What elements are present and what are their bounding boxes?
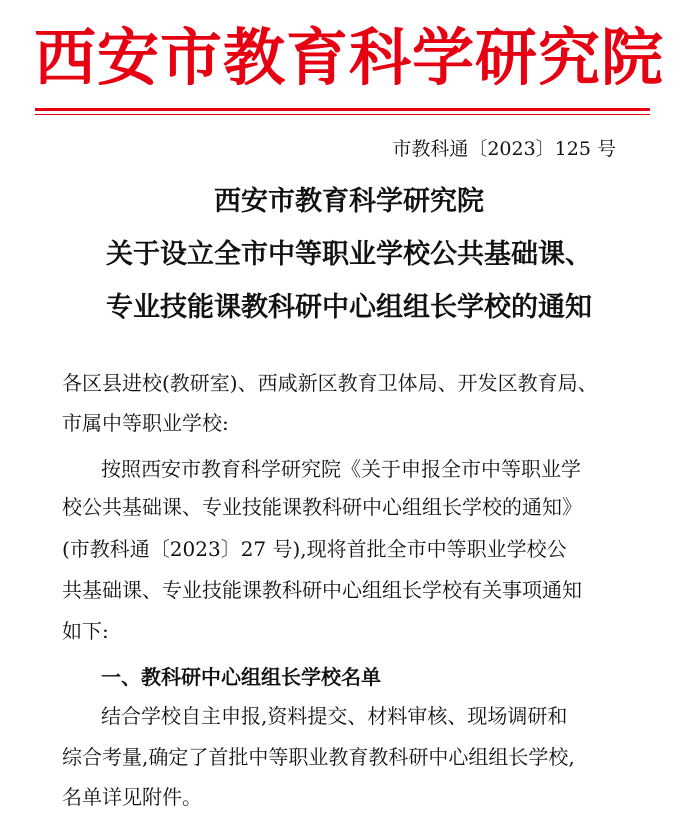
organization-header: 西安市教育科学研究院 [33, 21, 664, 94]
document-number: 市教科通〔2023〕125 号 [392, 138, 616, 160]
header-red-rule-thick [35, 108, 650, 111]
paragraph-1-line-2: 校公共基础课、专业技能课教科研中心组组长学校的通知》 [62, 495, 582, 519]
paragraph-1-line-1: 按照西安市教育科学研究院《关于申报全市中等职业学 [101, 457, 581, 481]
recipients-line-1: 各区县进校(教研室)、西咸新区教育卫体局、开发区教育局、 [62, 371, 598, 395]
paragraph-2-line-2: 综合考量,确定了首批中等职业教育教科研中心组组长学校, [62, 745, 575, 769]
paragraph-2-line-3: 名单详见附件。 [62, 785, 202, 809]
section-1-heading: 一、教科研中心组组长学校名单 [101, 665, 381, 689]
paragraph-1-line-5: 如下: [62, 619, 109, 643]
title-line-1: 西安市教育科学研究院 [214, 186, 484, 217]
paragraph-1-line-3: (市教科通〔2023〕27 号),现将首批全市中等职业学校公 [62, 537, 567, 561]
header-red-rule-thin [35, 114, 650, 115]
title-line-2: 关于设立全市中等职业学校公共基础课、 [106, 239, 592, 270]
title-line-3: 专业技能课教科研中心组组长学校的通知 [106, 292, 592, 323]
paragraph-2-line-1: 结合学校自主申报,资料提交、材料审核、现场调研和 [101, 704, 568, 728]
paragraph-1-line-4: 共基础课、专业技能课教科研中心组组长学校有关事项通知 [62, 578, 582, 602]
recipients-line-2: 市属中等职业学校: [62, 411, 229, 435]
